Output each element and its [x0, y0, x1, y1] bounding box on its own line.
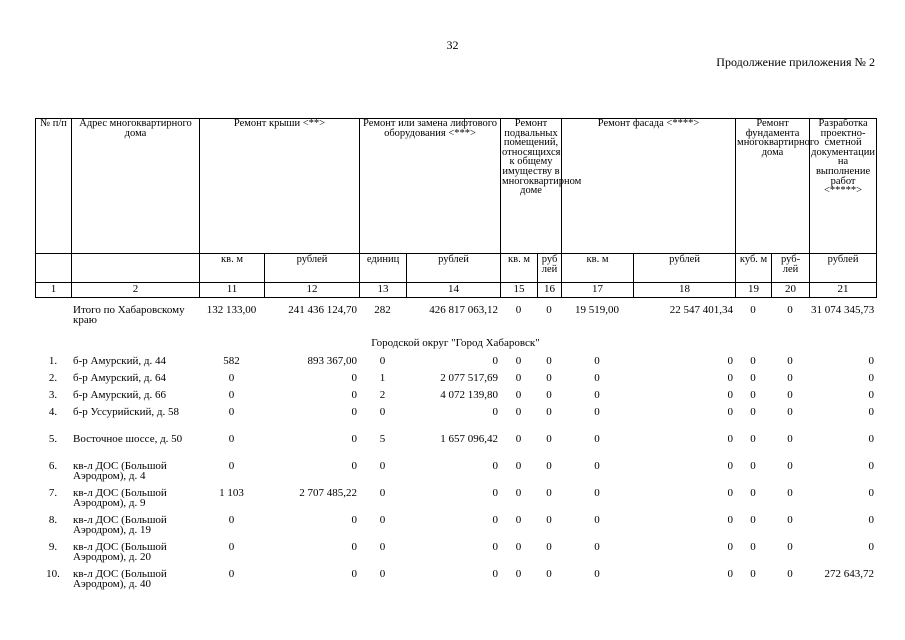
- col-number: 17: [562, 283, 634, 298]
- row-value: 0: [379, 514, 386, 526]
- col-number: 18: [634, 283, 736, 298]
- row-address: кв-л ДОС (Большой Аэродром), д. 4: [73, 460, 167, 482]
- col-number: 1: [36, 283, 72, 298]
- col-number: 11: [200, 283, 265, 298]
- row-address: кв-л ДОС (Большой Аэродром), д. 20: [73, 541, 167, 563]
- unit-roof-rub: рублей: [265, 254, 360, 283]
- col-number: 2: [72, 283, 200, 298]
- row-value: 0: [868, 460, 874, 472]
- row-value: 0: [515, 372, 522, 384]
- row-value: 0: [379, 568, 386, 580]
- row-value: 1 657 096,42: [440, 433, 498, 445]
- row-value: 2: [379, 389, 386, 401]
- row-value: 0: [492, 568, 498, 580]
- total-value: 0: [546, 304, 552, 316]
- total-value: 0: [787, 304, 793, 316]
- total-value: 0: [750, 304, 756, 316]
- unit-base-area: кв. м: [501, 254, 538, 283]
- row-value: 0: [750, 355, 756, 367]
- table-row: [35, 488, 876, 515]
- row-value: 0: [868, 514, 874, 526]
- row-number: 5.: [48, 433, 58, 445]
- row-value: 0: [727, 433, 733, 445]
- row-value: 0: [750, 406, 756, 418]
- row-address: кв-л ДОС (Большой Аэродром), д. 19: [73, 514, 167, 536]
- row-address: б-р Уссурийский, д. 58: [73, 406, 179, 418]
- row-value: 0: [492, 406, 498, 418]
- row-value: 0: [594, 433, 600, 445]
- row-value: 0: [492, 460, 498, 472]
- row-value: 0: [727, 355, 733, 367]
- row-value: 2 707 485,22: [299, 487, 357, 499]
- row-value: 0: [750, 487, 756, 499]
- unit-blank: [72, 254, 200, 283]
- row-value: 0: [727, 460, 733, 472]
- row-value: 0: [546, 541, 552, 553]
- row-value: 0: [787, 514, 793, 526]
- row-value: 1: [379, 372, 386, 384]
- row-value: 0: [546, 568, 552, 580]
- row-value: 0: [379, 541, 386, 553]
- row-value: 0: [868, 433, 874, 445]
- row-address: б-р Амурский, д. 44: [73, 355, 167, 367]
- row-value: 0: [750, 568, 756, 580]
- row-value: 0: [787, 487, 793, 499]
- page-number: 32: [446, 38, 459, 52]
- total-value: 426 817 063,12: [429, 304, 498, 316]
- row-value: 0: [228, 514, 235, 526]
- header-elevator: Ремонт или замена лифтового оборудования <***>: [360, 119, 501, 254]
- row-value: 0: [515, 514, 522, 526]
- row-number: 10.: [46, 568, 60, 580]
- header-address: Адрес многоквартирного дома: [72, 119, 200, 254]
- row-value: 0: [594, 389, 600, 401]
- row-value: 0: [228, 389, 235, 401]
- unit-facade-area: кв. м: [562, 254, 634, 283]
- row-value: 0: [787, 372, 793, 384]
- row-value: 0: [750, 460, 756, 472]
- header-basement: Ремонт подвальных помещений, относящихся к общему имуществу в многоквартирном доме: [501, 119, 562, 254]
- col-number: 16: [538, 283, 562, 298]
- row-number: 8.: [48, 514, 58, 526]
- total-value: 241 436 124,70: [288, 304, 357, 316]
- header-facade: Ремонт фасада <****>: [562, 119, 736, 254]
- total-value: 0: [515, 304, 522, 316]
- row-value: 0: [594, 541, 600, 553]
- row-value: 0: [351, 514, 357, 526]
- total-value: 132 133,00: [206, 304, 257, 316]
- row-value: 0: [594, 487, 600, 499]
- row-number: 7.: [48, 487, 58, 499]
- row-value: 0: [515, 406, 522, 418]
- row-value: 0: [546, 487, 552, 499]
- row-value: 0: [868, 487, 874, 499]
- row-number: 2.: [48, 372, 58, 384]
- table-row: [35, 390, 876, 407]
- row-value: 0: [228, 568, 235, 580]
- unit-found-vol: куб. м: [736, 254, 772, 283]
- row-number: 4.: [48, 406, 58, 418]
- row-value: 0: [515, 460, 522, 472]
- row-value: 0: [351, 460, 357, 472]
- table-row: [35, 434, 876, 461]
- row-value: 0: [351, 433, 357, 445]
- row-value: 582: [223, 355, 240, 367]
- col-number: 19: [736, 283, 772, 298]
- row-value: 0: [546, 355, 552, 367]
- header-design: Разработка проектно-сметной документации на выполнение работ <*****>: [810, 119, 877, 254]
- row-value: 0: [492, 541, 498, 553]
- row-value: 0: [351, 568, 357, 580]
- total-value: 19 519,00: [575, 304, 619, 316]
- row-address: б-р Амурский, д. 64: [73, 372, 167, 384]
- row-value: 0: [868, 372, 874, 384]
- row-value: 0: [750, 372, 756, 384]
- row-value: 0: [379, 406, 386, 418]
- unit-design-rub: рублей: [810, 254, 877, 283]
- row-value: 0: [750, 541, 756, 553]
- row-value: 0: [492, 355, 498, 367]
- col-number: 13: [360, 283, 407, 298]
- row-value: 0: [750, 433, 756, 445]
- row-number: 3.: [48, 389, 58, 401]
- row-value: 0: [787, 568, 793, 580]
- row-value: 0: [228, 433, 235, 445]
- row-value: 0: [515, 355, 522, 367]
- data-table: [35, 305, 876, 596]
- continuation-note: Продолжение приложения № 2: [716, 55, 875, 69]
- col-number: 15: [501, 283, 538, 298]
- unit-found-rub: руб- лей: [772, 254, 810, 283]
- region-title: Городской округ "Город Хабаровск": [371, 337, 540, 349]
- row-value: 0: [594, 514, 600, 526]
- total-row: [35, 305, 876, 338]
- row-value: 272 643,72: [824, 568, 874, 580]
- row-value: 0: [228, 406, 235, 418]
- row-value: 0: [787, 389, 793, 401]
- total-label: Итого по Хабаровскому краю: [73, 304, 185, 326]
- table-row: [35, 515, 876, 542]
- row-value: 893 367,00: [307, 355, 357, 367]
- row-value: 0: [868, 541, 874, 553]
- row-value: 0: [515, 568, 522, 580]
- header-table: [35, 118, 877, 298]
- header-num: № п/п: [36, 119, 72, 254]
- row-value: 0: [727, 406, 733, 418]
- col-number: 12: [265, 283, 360, 298]
- row-value: 0: [787, 433, 793, 445]
- row-value: 0: [351, 541, 357, 553]
- header-foundation: Ремонт фундамента многоквартирного дома: [736, 119, 810, 254]
- col-number: 21: [810, 283, 877, 298]
- row-value: 0: [727, 541, 733, 553]
- row-value: 0: [351, 389, 357, 401]
- col-number: 14: [407, 283, 501, 298]
- row-value: 2 077 517,69: [440, 372, 498, 384]
- row-address: кв-л ДОС (Большой Аэродром), д. 9: [73, 487, 167, 509]
- row-value: 0: [787, 406, 793, 418]
- row-number: 9.: [48, 541, 58, 553]
- row-value: 0: [379, 460, 386, 472]
- row-value: 0: [787, 460, 793, 472]
- row-value: 0: [546, 460, 552, 472]
- row-value: 0: [228, 372, 235, 384]
- table-row: [35, 356, 876, 373]
- row-value: 0: [868, 406, 874, 418]
- row-value: 0: [594, 372, 600, 384]
- row-value: 0: [379, 355, 386, 367]
- row-value: 0: [546, 372, 552, 384]
- row-value: 0: [546, 514, 552, 526]
- table-row: [35, 407, 876, 434]
- row-value: 0: [727, 389, 733, 401]
- row-value: 0: [750, 514, 756, 526]
- row-address: Восточное шоссе, д. 50: [73, 433, 183, 445]
- row-value: 0: [727, 487, 733, 499]
- total-value: 31 074 345,73: [811, 304, 875, 316]
- row-value: 0: [594, 460, 600, 472]
- row-value: 0: [515, 541, 522, 553]
- row-value: 4 072 139,80: [440, 389, 498, 401]
- row-value: 0: [787, 541, 793, 553]
- unit-elev-rub: рублей: [407, 254, 501, 283]
- row-value: 0: [750, 389, 756, 401]
- unit-facade-rub: рублей: [634, 254, 736, 283]
- col-number: 20: [772, 283, 810, 298]
- row-value: 0: [727, 568, 733, 580]
- row-value: 0: [727, 514, 733, 526]
- total-value: 282: [374, 304, 391, 316]
- row-number: 1.: [48, 355, 58, 367]
- row-value: 0: [868, 389, 874, 401]
- row-address: кв-л ДОС (Большой Аэродром), д. 40: [73, 568, 167, 590]
- row-address: б-р Амурский, д. 66: [73, 389, 167, 401]
- row-value: 0: [515, 487, 522, 499]
- table-row: [35, 373, 876, 390]
- row-value: 0: [787, 355, 793, 367]
- row-value: 0: [379, 487, 386, 499]
- row-value: 0: [492, 514, 498, 526]
- total-value: 22 547 401,34: [669, 304, 733, 316]
- row-value: 0: [515, 433, 522, 445]
- row-value: 0: [546, 406, 552, 418]
- row-value: 0: [492, 487, 498, 499]
- unit-elev-units: единиц: [360, 254, 407, 283]
- row-value: 0: [515, 389, 522, 401]
- row-value: 0: [594, 568, 600, 580]
- table-row: [35, 569, 876, 596]
- unit-base-rub: руб лей: [538, 254, 562, 283]
- table-row: [35, 461, 876, 488]
- row-value: 0: [594, 355, 600, 367]
- row-value: 5: [379, 433, 386, 445]
- row-value: 0: [351, 372, 357, 384]
- row-value: 0: [546, 433, 552, 445]
- table-row: [35, 542, 876, 569]
- row-value: 0: [727, 372, 733, 384]
- region-row: [35, 338, 876, 356]
- row-number: 6.: [48, 460, 58, 472]
- row-value: 1 103: [219, 487, 244, 499]
- unit-roof-area: кв. м: [200, 254, 265, 283]
- row-value: 0: [228, 460, 235, 472]
- header-roof: Ремонт крыши <**>: [200, 119, 360, 254]
- row-value: 0: [546, 389, 552, 401]
- row-value: 0: [351, 406, 357, 418]
- row-value: 0: [228, 541, 235, 553]
- unit-blank: [36, 254, 72, 283]
- row-value: 0: [594, 406, 600, 418]
- row-value: 0: [868, 355, 874, 367]
- total-num: [35, 305, 71, 338]
